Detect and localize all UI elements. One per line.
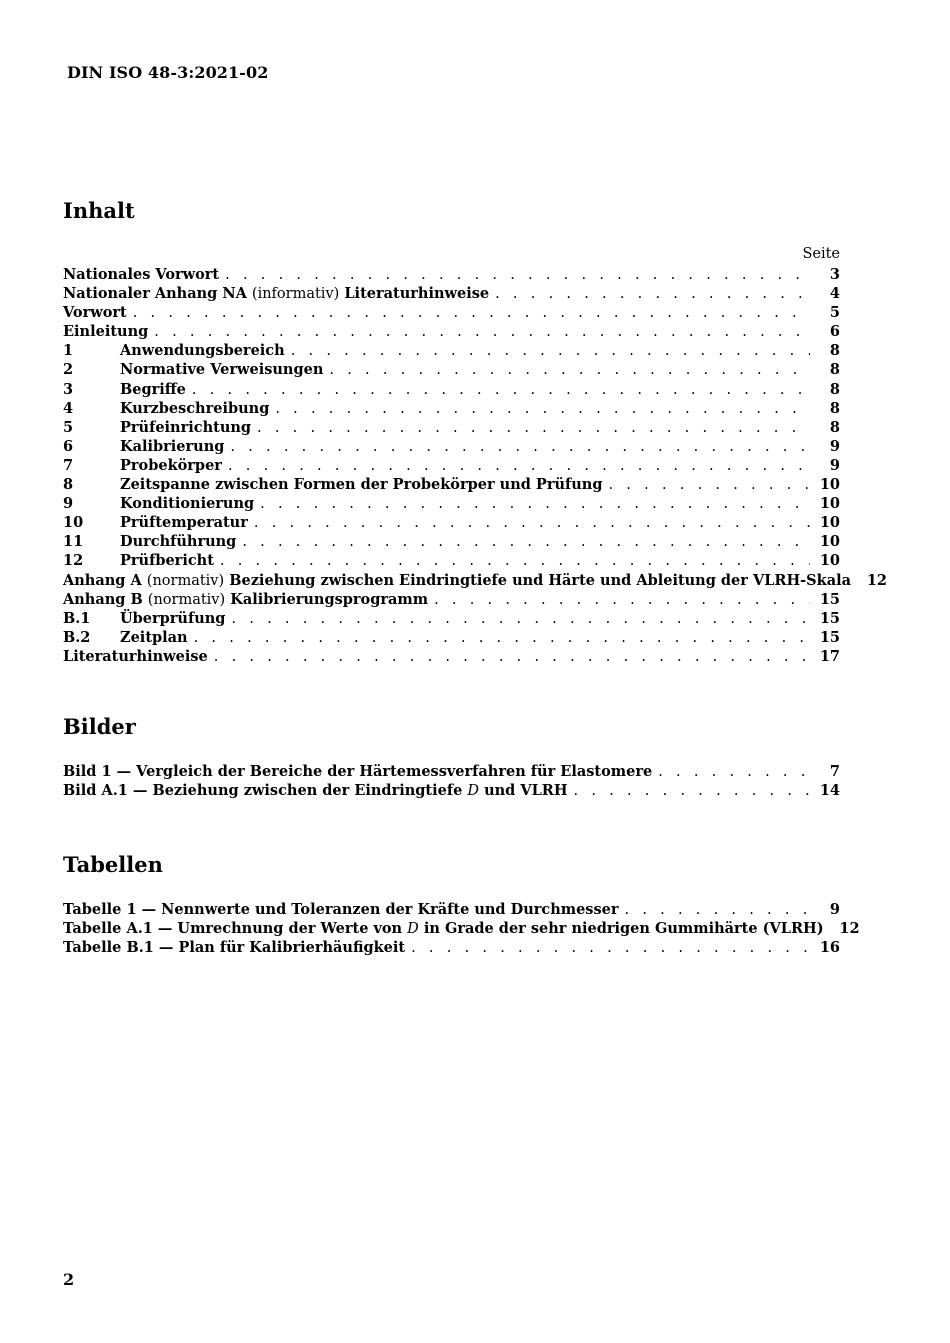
section-number: 5 <box>63 418 74 436</box>
toc-entry-title: Prüfbericht <box>120 552 214 570</box>
toc-entry-title: Normative Verweisungen <box>120 361 324 379</box>
table-entry-tabelle-b1[interactable] <box>63 938 840 957</box>
title-part: Tabelle A.1 — Umrechnung der Werte von <box>63 920 403 938</box>
figure-entry-title <box>63 781 568 801</box>
dot-leader <box>231 610 810 629</box>
annex-type: (informativ) <box>251 286 340 303</box>
toc-entry-title: Durchführung <box>120 533 237 551</box>
toc-entry-page: 9 <box>829 437 840 455</box>
dot-leader <box>192 381 810 400</box>
dot-leader <box>220 552 810 571</box>
dot-leader <box>658 763 810 782</box>
toc-entry-title: Einleitung <box>63 323 149 341</box>
title-part: in Grade der sehr niedrigen Gummihärte (VLRH) <box>423 920 824 938</box>
toc-entry-section-3[interactable] <box>63 380 840 399</box>
figure-entry-page: 7 <box>829 763 840 780</box>
toc-entry-title: Konditionierung <box>120 495 255 513</box>
section-number: B.1 <box>63 609 91 627</box>
page-column-label: Seite <box>802 246 840 262</box>
toc-entry-title: Zeitspanne zwischen Formen der Probekörper und Prüfung <box>120 476 603 494</box>
table-entry-title <box>63 919 824 939</box>
section-number: 6 <box>63 437 74 455</box>
toc-entry-section-2[interactable] <box>63 360 840 379</box>
toc-entry-title: Probekörper <box>120 456 222 474</box>
dot-leader <box>214 648 810 667</box>
contents-heading: Inhalt <box>63 198 135 223</box>
toc-entry-title: Literaturhinweise <box>63 647 208 665</box>
toc-entry-literaturhinweise[interactable] <box>63 647 840 666</box>
toc-entry-page: 10 <box>819 476 840 494</box>
annex-type: (normativ) <box>147 591 226 608</box>
dot-leader <box>574 782 810 801</box>
figure-entry-page: 14 <box>819 782 840 800</box>
toc-entry-title: Begriffe <box>120 380 186 398</box>
toc-entry-page: 6 <box>829 323 840 341</box>
dot-leader <box>291 342 810 361</box>
toc-entry-page: 8 <box>829 418 840 436</box>
figures-heading: Bilder <box>63 714 136 739</box>
dot-leader <box>154 323 810 342</box>
section-number: 7 <box>63 456 74 474</box>
toc-entry-section-1[interactable] <box>63 341 840 360</box>
toc-entry-nationales-vorwort[interactable] <box>63 265 840 284</box>
toc-entry-page: 8 <box>829 380 840 398</box>
toc-entry-page: 8 <box>829 361 840 379</box>
figure-entry-title: Bild 1 — Vergleich der Bereiche der Härtemessverfahren für Elastomere <box>63 763 653 780</box>
section-number: 9 <box>63 495 74 513</box>
contents-list <box>63 265 887 666</box>
symbol-d: D <box>467 783 479 800</box>
dot-leader <box>257 419 810 438</box>
symbol-d: D <box>407 921 419 938</box>
annex-type: (normativ) <box>146 572 225 589</box>
tables-heading: Tabellen <box>63 852 163 877</box>
dot-leader <box>230 438 810 457</box>
toc-entry-title: Kurzbeschreibung <box>120 399 270 417</box>
toc-entry-section-12[interactable] <box>63 551 840 570</box>
toc-entry-title: Zeitplan <box>120 628 188 646</box>
toc-entry-title <box>63 590 428 610</box>
toc-entry-title: Anwendungsbereich <box>120 342 285 360</box>
section-number: 3 <box>63 380 74 398</box>
section-number: 8 <box>63 476 74 494</box>
toc-entry-title <box>63 284 489 304</box>
toc-entry-title: Überprüfung <box>120 609 226 627</box>
toc-entry-section-6[interactable] <box>63 437 840 456</box>
toc-entry-page: 15 <box>819 609 840 627</box>
figure-entry-bild-a1[interactable] <box>63 781 840 800</box>
annex-title: Beziehung zwischen Eindringtiefe und Härte und Ableitung der VLRH-Skala <box>229 571 851 589</box>
section-number: 2 <box>63 361 74 379</box>
toc-entry-page: 17 <box>819 647 840 665</box>
tables-list <box>63 900 860 957</box>
dot-leader <box>275 400 810 419</box>
table-entry-tabelle-1[interactable] <box>63 900 840 919</box>
annex-title: Literaturhinweise <box>344 285 490 303</box>
toc-entry-page: 8 <box>829 342 840 360</box>
toc-entry-section-5[interactable] <box>63 418 840 437</box>
toc-entry-page: 15 <box>819 628 840 646</box>
figure-entry-bild-1[interactable] <box>63 762 840 781</box>
annex-label: Nationaler Anhang NA <box>63 285 247 303</box>
toc-entry-section-b1[interactable] <box>63 609 840 628</box>
toc-entry-page: 3 <box>829 266 840 283</box>
section-number: 4 <box>63 399 74 417</box>
section-number: 11 <box>63 533 84 551</box>
dot-leader <box>608 476 810 495</box>
table-entry-tabelle-a1[interactable] <box>63 919 860 938</box>
toc-entry-title <box>63 571 851 591</box>
toc-entry-section-7[interactable] <box>63 456 840 475</box>
toc-entry-page: 10 <box>819 552 840 570</box>
dot-leader <box>329 361 810 380</box>
toc-entry-title: Prüftemperatur <box>120 514 248 532</box>
toc-entry-title: Nationales Vorwort <box>63 266 220 283</box>
toc-entry-title: Prüfeinrichtung <box>120 418 252 436</box>
toc-entry-section-8[interactable] <box>63 475 840 494</box>
table-entry-page: 9 <box>829 901 840 918</box>
toc-entry-section-11[interactable] <box>63 532 840 551</box>
toc-entry-section-b2[interactable] <box>63 628 840 647</box>
toc-entry-page: 12 <box>866 571 887 589</box>
section-number: 10 <box>63 514 84 532</box>
dot-leader <box>625 901 810 920</box>
toc-entry-nationaler-anhang[interactable] <box>63 284 840 303</box>
toc-entry-page: 5 <box>829 304 840 322</box>
dot-leader <box>495 285 810 304</box>
dot-leader <box>411 939 810 958</box>
dot-leader <box>434 591 810 610</box>
annex-title: Kalibrierungsprogramm <box>230 590 429 608</box>
annex-label: Anhang A <box>63 571 142 589</box>
title-part: Bild A.1 — Beziehung zwischen der Eindringtiefe <box>63 782 463 800</box>
table-entry-page: 16 <box>819 939 840 957</box>
toc-entry-section-4[interactable] <box>63 399 840 418</box>
toc-entry-page: 8 <box>829 399 840 417</box>
toc-entry-page: 9 <box>829 456 840 474</box>
dot-leader <box>194 629 810 648</box>
annex-label: Anhang B <box>63 590 143 608</box>
section-number: 1 <box>63 342 74 360</box>
dot-leader <box>260 495 810 514</box>
toc-entry-section-9[interactable] <box>63 494 840 513</box>
dot-leader <box>225 266 810 285</box>
dot-leader <box>254 514 810 533</box>
title-part: und VLRH <box>484 782 568 800</box>
toc-entry-page: 15 <box>819 590 840 608</box>
dot-leader <box>242 533 810 552</box>
table-entry-title: Tabelle 1 — Nennwerte und Toleranzen der Kräfte und Durchmesser <box>63 901 619 918</box>
section-number: 12 <box>63 552 84 570</box>
toc-entry-title: Kalibrierung <box>120 437 225 455</box>
document-id: DIN ISO 48-3:2021-02 <box>67 63 269 82</box>
dot-leader <box>133 304 810 323</box>
table-entry-title: Tabelle B.1 — Plan für Kalibrierhäufigkeit <box>63 939 406 957</box>
toc-entry-einleitung[interactable] <box>63 322 840 341</box>
toc-entry-section-10[interactable] <box>63 513 840 532</box>
toc-entry-page: 10 <box>819 533 840 551</box>
toc-entry-vorwort[interactable] <box>63 303 840 322</box>
toc-entry-page: 4 <box>829 285 840 303</box>
dot-leader <box>228 457 810 476</box>
figures-list <box>63 762 840 800</box>
section-number: B.2 <box>63 628 91 646</box>
toc-entry-anhang-b[interactable] <box>63 590 840 609</box>
toc-entry-page: 10 <box>819 495 840 513</box>
toc-entry-page: 10 <box>819 514 840 532</box>
toc-entry-anhang-a[interactable] <box>63 571 887 590</box>
table-entry-page: 12 <box>839 920 860 938</box>
page-number: 2 <box>63 1270 75 1289</box>
toc-entry-title: Vorwort <box>63 304 127 322</box>
